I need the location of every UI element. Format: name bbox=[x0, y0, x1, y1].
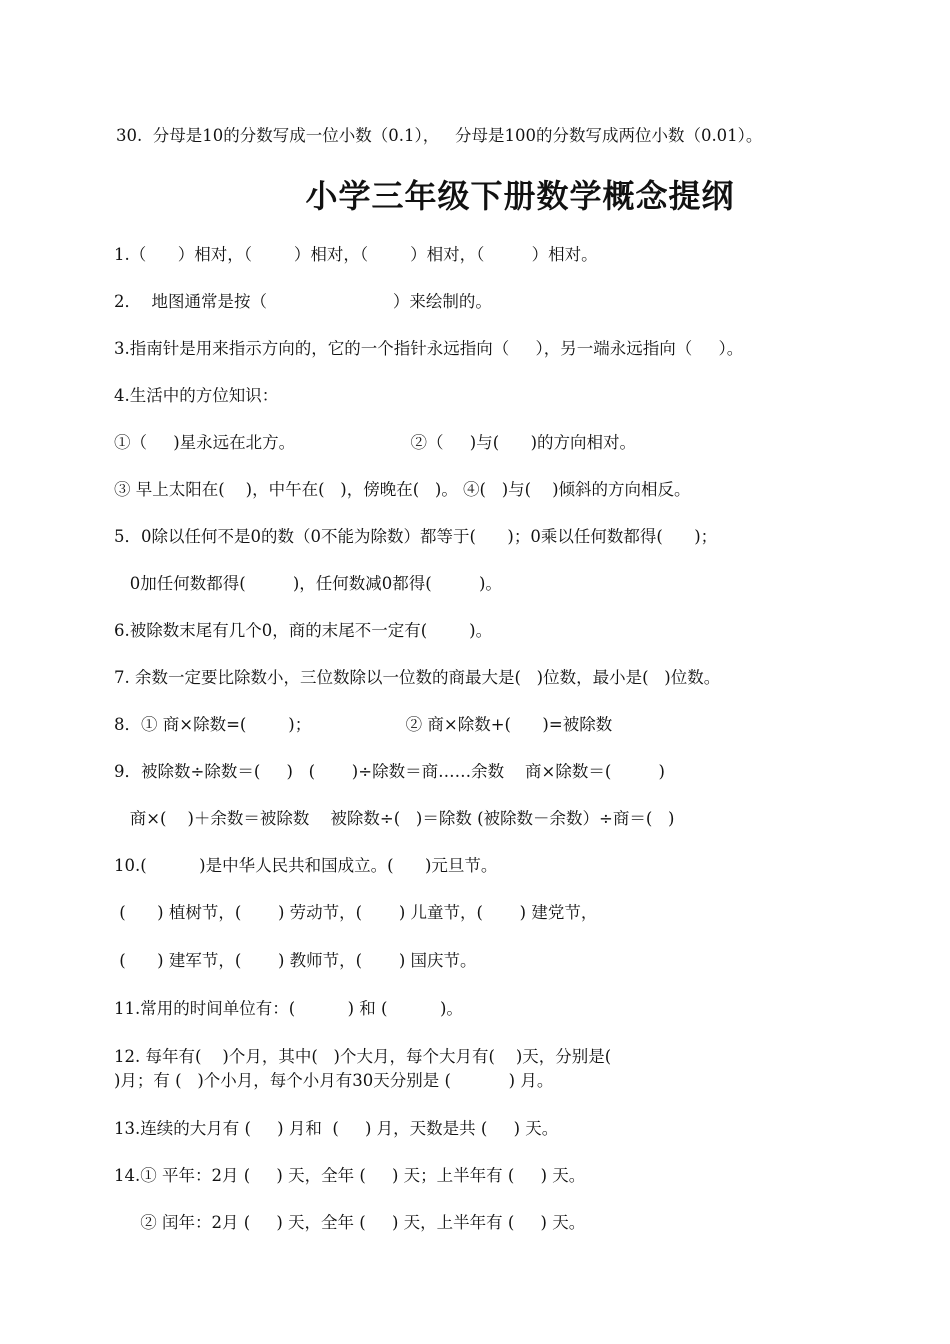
item-14-b: ② 闰年：2月 ( ) 天，全年 ( ) 天，上半年有 ( ) 天。 bbox=[114, 1213, 586, 1232]
item-11: 11.常用的时间单位有：( ) 和 ( )。 bbox=[114, 999, 463, 1018]
item-4-b: ③ 早上太阳在( )，中午在( )，傍晚在( )。 ④( )与( )倾斜的方向相反。 bbox=[114, 480, 691, 499]
item-6: 6.被除数末尾有几个0，商的末尾不一定有( )。 bbox=[114, 621, 493, 640]
item-13: 13.连续的大月有 ( ) 月和 ( ) 月，天数是共 ( ) 天。 bbox=[114, 1119, 559, 1138]
item-5: 5．0除以任何不是0的数（0不能为除数）都等于( )；0乘以任何数都得( )； bbox=[114, 527, 718, 546]
item-10: 10.( )是中华人民共和国成立。( )元旦节。 bbox=[114, 856, 498, 875]
item-9: 9．被除数÷除数＝( ) ( )÷除数＝商……余数 商×除数＝( ) bbox=[114, 762, 665, 781]
item-12-cont: )月；有 ( )个小月，每个小月有30天分别是 ( ) 月。 bbox=[114, 1071, 554, 1090]
item-4: 4.生活中的方位知识： bbox=[114, 386, 279, 405]
item-10-b: ( ) 建军节，( ) 教师节，( ) 国庆节。 bbox=[114, 951, 477, 970]
item-8: 8．① 商×除数=( )； ② 商×除数+( )=被除数 bbox=[114, 715, 613, 734]
item-3: 3.指南针是用来指示方向的，它的一个指针永远指向（ ），另一端永远指向（ ）。 bbox=[114, 339, 744, 358]
item-12: 12. 每年有( )个月，其中( )个大月，每个大月有( )天，分别是( bbox=[114, 1047, 612, 1066]
item-7: 7. 余数一定要比除数小，三位数除以一位数的商最大是( )位数，最小是( )位数。 bbox=[114, 668, 721, 687]
item-14-a: 14.① 平年：2月 ( ) 天，全年 ( ) 天；上半年有 ( ) 天。 bbox=[114, 1166, 586, 1185]
item-4-a: ①（ )星永远在北方。 ②（ )与( )的方向相对。 bbox=[114, 433, 637, 452]
item-1: 1.（ ）相对，（ ）相对，（ ）相对，（ ）相对。 bbox=[114, 245, 598, 264]
intro-line: 30. 分母是10的分数写成一位小数（0.1）， 分母是100的分数写成两位小数（0.01）。 bbox=[116, 126, 763, 145]
item-9-cont: 商×( )＋余数＝被除数 被除数÷( )＝除数 (被除数－余数）÷商＝( ) bbox=[114, 809, 675, 828]
item-10-a: ( ) 植树节，( ) 劳动节，( ) 儿童节，( ) 建党节， bbox=[114, 903, 598, 922]
page-title: 小学三年级下册数学概念提纲 bbox=[305, 177, 735, 215]
item-2: 2． 地图通常是按（ ）来绘制的。 bbox=[114, 292, 492, 311]
item-5-cont: 0加任何数都得( )，任何数减0都得( )。 bbox=[114, 574, 502, 593]
